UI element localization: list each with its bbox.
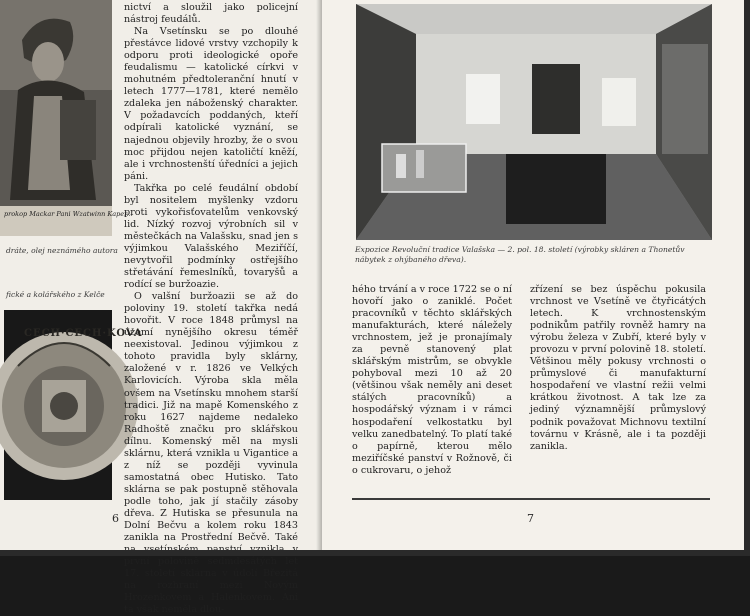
right-page	[322, 0, 750, 556]
portrait-illustration	[0, 0, 112, 236]
footer-rule	[352, 498, 710, 500]
exhibition-room-photo	[356, 4, 712, 240]
seal-text: CECH·CECH·KOVA	[24, 328, 143, 339]
portrait-caption: dráte, olej neznámého autora	[6, 246, 118, 255]
seal-caption: fické a kolářského z Kelče	[6, 290, 105, 299]
portrait-photo	[0, 0, 133, 236]
page-edge-bottom	[0, 550, 750, 556]
paragraph: Na Vsetínsku se po dlouhé přestávce lidové vrstvy vzchopily k odporu proti ideologické opoře feudalismu — katolické církvi v mohutném předtoleranční hnutí v letech 1777—1781, které nemělo zdaleka jen náboženský charakter. V požadavcích poddaných, kteří odpírali katolické vyznání, se najednou objevily hrozby, že o svou moc přijdou nejen katoličtí kněží, ale i vrchnostenští úředníci a jejich páni.	[124, 26, 298, 182]
paragraph: nictví a sloužil jako policejní nástroj feudálů.	[124, 2, 298, 26]
right-text-column-1: hého trvání a v roce 1722 se o ní hovoří jako o zaniklé. Počet pracovníků v těchto sklářských manufakturách, které náležely vrchnostem, jež je pronajímaly za pevně stanovený plat sklářským mistrům, se obvykle pohyboval mezi 10 až 20 (většinou však neměly ani deset stálých pracovníků) a hospodářský význam i v rámci hospodaření velkostatku byl velku zanedbatelný. To platí také o papírně, kterou mělo meziříčské panství v Rožnově, či o cukrovaru, o jehož	[352, 284, 512, 476]
page-number-left: 6	[112, 512, 119, 525]
page-edge-right	[744, 0, 750, 556]
paragraph: O valšní buržoazii se až do poloviny 19. století takřka nedá hovořit. V roce 1848 průmysl na území nynějšího okresu téměř neexistoval. Jedinou výjimkou z tohoto pravidla byly sklárny, založené v r. 1826 ve Velkých Karlovicích. Výroba skla měla ovšem na Vsetínsku mnohem starší tradici. Již na mapě Komenského z roku 1627 najdeme nedaleko Radhoště značku pro sklářskou dílnu. Komenský měl na mysli sklárnu, která vznikla u Vigantice a z níž se později vyvinula samostatná obec Hutisko. Tato sklárna se pak postupně stěhovala podle toho, jak jí stačily zásoby dřeva. Z Hutiska se přesunula na Dolní Bečvu a kolem roku 1843 zanikla na Prostřední Bečvě. Také první polovině sedmdesátých let 17. století sklárna v údolí Březitá na rozhraní mezi Novým Hrozenkovem a Halenkovem. Ani ta však neměla dlou-	[124, 291, 298, 616]
guild-seal-photo	[4, 310, 143, 500]
portrait-inscription: prokop Mackar Pani Wzatwinn Kaper...	[4, 210, 133, 218]
page-number-right: 7	[527, 512, 534, 525]
paragraph: Takřka po celé feudální období byl nositelem myšlenky vzdoru proti vykořisťovatelům venkovský lid. Nízký rozvoj výrobních sil v městečkách na Valašsku, snad jen s výjimkou Valašského Meziříčí, nevytvořil podmínky ostřejšího střetávání řemeslníků, tovaryšů a rodící se buržoazie.	[124, 182, 298, 291]
exhibition-room-illustration	[356, 4, 712, 240]
left-page	[0, 0, 322, 616]
photo-caption: Expozice Revoluční tradice Valašska — 2. pol. 18. století (výrobky skláren a Thonetův nábytek z ohýbaného dřeva).	[355, 245, 685, 264]
right-text-column-2: zřízení se bez úspěchu pokusila vrchnost ve Vsetíně ve čtyřicátých letech. K vrchnostenským podnikům patřily rovněž hamry na výrobu železa v Zubří, které byly v provozu v první polovině 18. století. Většinou měly pokusy vrchnosti o průmyslové či manufakturní hospodaření ve vlastní režii velmi krátkou životnost. A tak lze za jediný významnější průmyslový podnik považovat Michnovu textilní továrnu v Krásně, ale i ta později zanikla.	[530, 284, 706, 452]
left-text-column	[124, 2, 298, 616]
